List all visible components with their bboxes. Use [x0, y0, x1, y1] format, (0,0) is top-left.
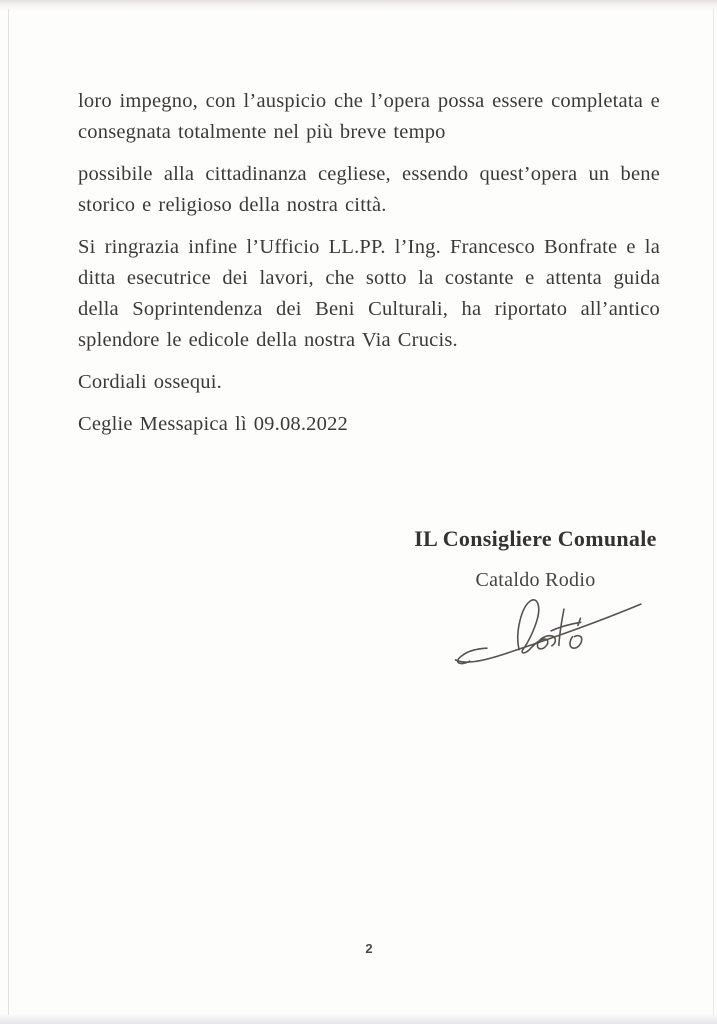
signer-role: IL Consigliere Comunale — [414, 526, 657, 551]
paragraph-continuation: loro impegno, con l’auspicio che l’opera possa essere completata e consegnata totalmente nel più breve tempo — [78, 90, 660, 143]
paragraph-cittadinanza: possibile alla cittadinanza cegliese, essendo quest’opera un bene storico e religioso della nostra città. — [78, 163, 660, 216]
paragraph-ringraziamento: Si ringrazia infine l’Ufficio LL.PP. l’Ing. Francesco Bonfrate e la ditta esecutrice dei lavori, che sotto la costante e attenta guida della Soprintendenza dei Beni Culturali, ha riportato all’antico splendore le edicole della nostra Via Crucis. — [78, 236, 660, 351]
scan-edge-left — [8, 9, 9, 1015]
page-number: 2 — [365, 941, 373, 956]
scan-edge-top — [0, 0, 717, 12]
closing-salutation: Cordiali ossequi. — [78, 371, 222, 393]
letter-body — [78, 86, 660, 451]
place-date-line: Ceglie Messapica lì 09.08.2022 — [78, 413, 348, 435]
scan-edge-right — [713, 9, 714, 1015]
signer-name: Cataldo Rodio — [475, 569, 596, 591]
scan-edge-bottom — [0, 1013, 717, 1024]
signature-block — [403, 526, 668, 592]
handwritten-signature-icon — [446, 589, 649, 669]
